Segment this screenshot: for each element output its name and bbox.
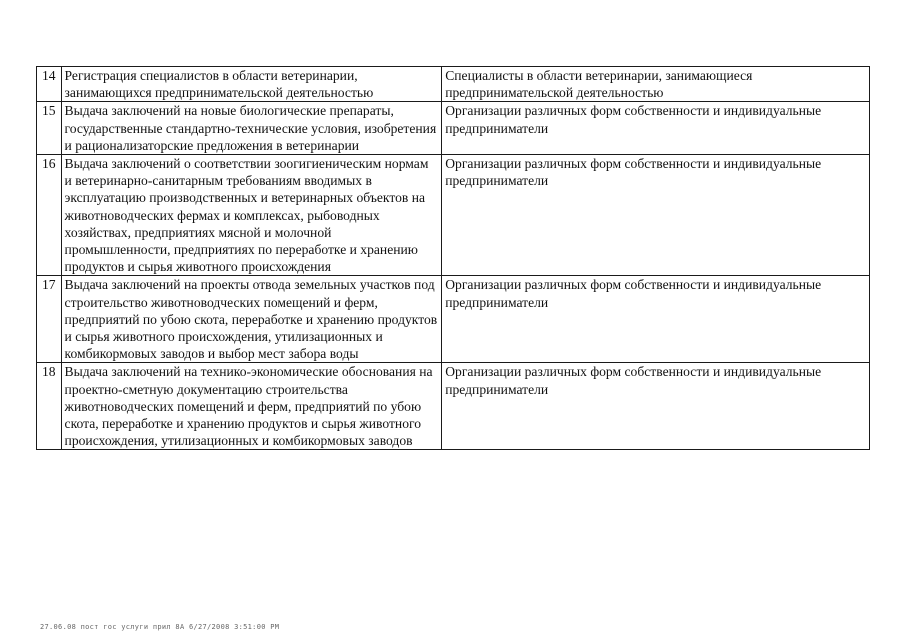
service-description: Регистрация специалистов в области ветеринарии, занимающихся предпринимательской деятельностью — [61, 67, 442, 102]
service-description: Выдача заключений о соответствии зоогигиеническим нормам и ветеринарно-санитарным требованиям вводимых в эксплуатацию производственных и ветеринарных объектов на животноводческих фермах и комплексах, рыбоводных хозяйствах, предприятиях мясной и молочной промышленности, предприятиях по переработке и хранению продуктов и сырья животного происхождения — [61, 155, 442, 276]
document-footer: 27.06.08 пост гос услуги прил 8А 6/27/2008 3:51:00 PM — [40, 623, 280, 631]
service-description: Выдача заключений на технико-экономические обоснования на проектно-сметную документацию строительства животноводческих помещений и ферм, предприятий по убою скота, переработке и хранению продуктов и сырья животного происхождения, утилизационных и комбикормовых заводов — [61, 363, 442, 450]
table-row — [37, 155, 870, 276]
row-number: 15 — [37, 102, 62, 155]
row-number: 14 — [37, 67, 62, 102]
service-description: Выдача заключений на новые биологические препараты, государственные стандартно-технические условия, изобретения и рационализаторские предложения в ветеринарии — [61, 102, 442, 155]
row-number: 16 — [37, 155, 62, 276]
services-table — [36, 66, 870, 450]
table-row — [37, 276, 870, 363]
service-recipient: Специалисты в области ветеринарии, занимающиеся предпринимательской деятельностью — [442, 67, 870, 102]
table-row — [37, 67, 870, 102]
row-number: 18 — [37, 363, 62, 450]
service-recipient: Организации различных форм собственности и индивидуальные предприниматели — [442, 276, 870, 363]
service-recipient: Организации различных форм собственности и индивидуальные предприниматели — [442, 102, 870, 155]
service-recipient: Организации различных форм собственности и индивидуальные предприниматели — [442, 155, 870, 276]
row-number: 17 — [37, 276, 62, 363]
service-recipient: Организации различных форм собственности и индивидуальные предприниматели — [442, 363, 870, 450]
service-description: Выдача заключений на проекты отвода земельных участков под строительство животноводческих помещений и ферм, предприятий по убою скота, переработке и хранению продуктов и сырья животного происхождения, утилизационных и комбикормовых заводов и выбор мест забора воды — [61, 276, 442, 363]
table-row — [37, 363, 870, 450]
table-row — [37, 102, 870, 155]
